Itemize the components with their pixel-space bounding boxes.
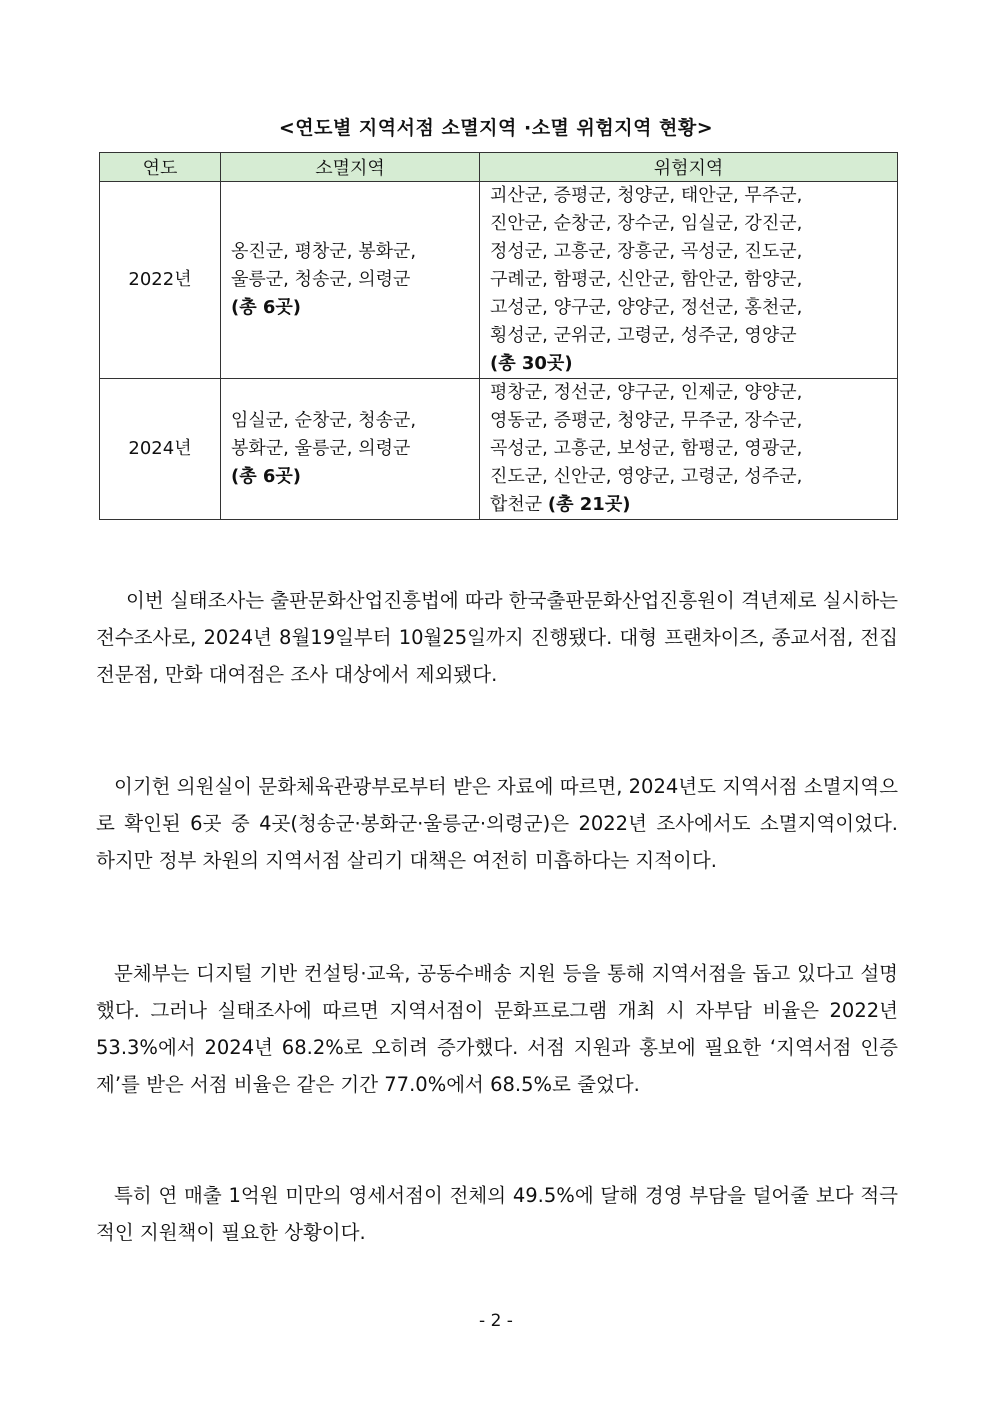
risk-line: 진도군, 신안군, 영양군, 고령군, 성주군, [490,466,803,487]
header-risk: 위험지역 [480,153,898,182]
extinct-line: 옹진군, 평창군, 봉화군, [231,241,417,262]
risk-total: (총 21곳) [547,494,631,515]
risk-line-last [490,491,897,519]
paragraph-extinct-regions: 이기헌 의원실이 문화체육관광부로부터 받은 자료에 따르면, 2024년도 지역서점 소멸지역으로 확인된 6곳 중 4곳(청송군·봉화군·울릉군·의령군)은 2022년 조사에서도 소멸지역이었다. 하지만 정부 차원의 지역서점 살리기 대책은 여전히 미흡하다는 지적이다. [96,775,898,872]
extinct-total: (총 6곳) [231,297,302,318]
risk-line: 괴산군, 증평군, 청양군, 태안군, 무주군, [490,185,803,206]
risk-line: 진안군, 순창군, 장수군, 임실군, 강진군, [490,213,803,234]
table-row-2024 [100,379,898,520]
cell-year: 2022년 [100,182,221,379]
risk-line: 평창군, 정선군, 양구군, 인제군, 양양군, [490,382,803,403]
table-row-2022 [100,182,898,379]
risk-line: 곡성군, 고흥군, 보성군, 함평군, 영광군, [490,438,803,459]
extinct-line: 봉화군, 울릉군, 의령군 [231,438,411,459]
risk-total: (총 30곳) [490,353,573,374]
extinct-line: 임실군, 순창군, 청송군, [231,410,417,431]
extinct-total: (총 6곳) [231,466,302,487]
cell-risk-regions [480,379,898,520]
paragraph-ministry: 문체부는 디지털 기반 컨설팅·교육, 공동수배송 지원 등을 통해 지역서점을 돕고 있다고 설명했다. 그러나 실태조사에 따르면 지역서점이 문화프로그램 개최 시 자부담 비율은 2022년 53.3%에서 2024년 68.2%로 오히려 증가했다. 서점 지원과 홍보에 필요한 ‘지역서점 인증제’를 받은 서점 비율은 같은 기간 77.0%에서 68.5%로 줄었다. [96,962,898,1096]
region-status-table [99,152,898,520]
cell-year: 2024년 [100,379,221,520]
cell-risk-regions [480,182,898,379]
table-header-row [100,153,898,182]
extinct-line: 울릉군, 청송군, 의령군 [231,269,411,290]
risk-line: 정성군, 고흥군, 장흥군, 곡성군, 진도군, [490,241,803,262]
header-extinct: 소멸지역 [221,153,480,182]
risk-line: 영동군, 증평군, 청양군, 무주군, 장수군, [490,410,803,431]
cell-extinct-regions [221,379,480,520]
header-year: 연도 [100,153,221,182]
table-title: <연도별 지역서점 소멸지역 ·소멸 위험지역 현황> [278,117,714,139]
risk-line: 합천군 [490,494,543,515]
paragraph-survey: 이번 실태조사는 출판문화산업진흥법에 따라 한국출판문화산업진흥원이 격년제로 실시하는 전수조사로, 2024년 8월19일부터 10월25일까지 진행됐다. 대형 프랜차이즈, 종교서점, 전집 전문점, 만화 대여점은 조사 대상에서 제외됐다. [96,589,898,686]
risk-line: 고성군, 양구군, 양양군, 정선군, 홍천군, [490,297,803,318]
risk-line: 횡성군, 군위군, 고령군, 성주군, 영양군 [490,325,797,346]
paragraph-small-stores: 특히 연 매출 1억원 미만의 영세서점이 전체의 49.5%에 달해 경영 부담을 덜어줄 보다 적극적인 지원책이 필요한 상황이다. [96,1184,898,1244]
cell-extinct-regions [221,182,480,379]
risk-line: 구례군, 함평군, 신안군, 함안군, 함양군, [490,269,803,290]
page-number: - 2 - [479,1311,513,1331]
